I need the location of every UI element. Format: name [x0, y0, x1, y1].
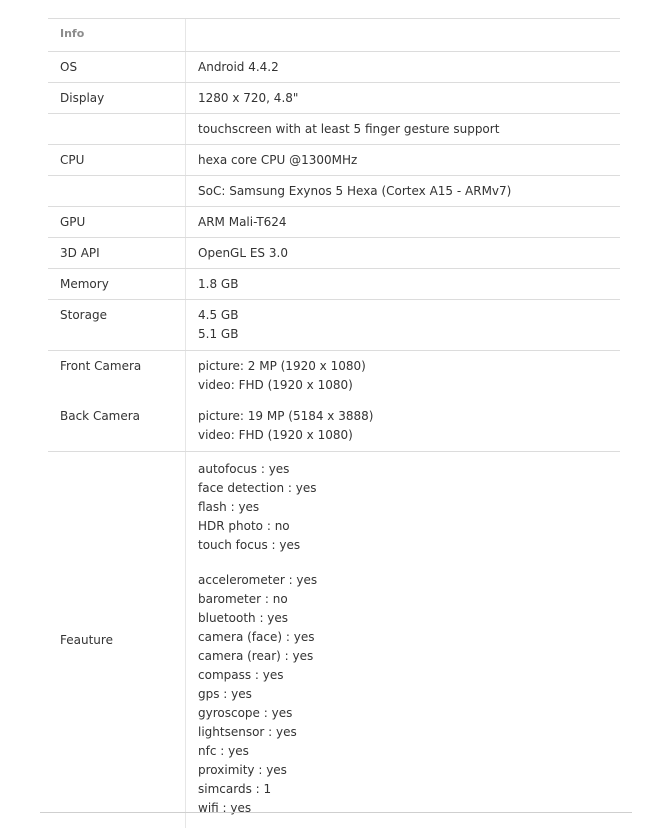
spec-label-display: Display — [48, 83, 186, 113]
camera-feature-item: flash : yes — [198, 500, 260, 514]
feature-group-gap — [198, 555, 620, 571]
storage-value: 5.1 GB — [198, 327, 239, 341]
device-spec-table — [48, 18, 620, 828]
info-header-row — [48, 19, 620, 52]
spec-value-storage — [186, 300, 620, 350]
sensor-item: nfc : yes — [198, 744, 249, 758]
sensor-item: wifi : yes — [198, 801, 252, 815]
spec-value-memory: 1.8 GB — [198, 277, 239, 291]
spec-label-feature: Feauture — [48, 452, 186, 828]
spec-value-3d-api: OpenGL ES 3.0 — [198, 246, 288, 260]
front-camera-video: video: FHD (1920 x 1080) — [198, 378, 353, 392]
spec-value-feature — [186, 452, 620, 828]
spec-row-feature — [48, 452, 620, 828]
spec-row-front-camera — [48, 351, 620, 401]
spec-value-cpu: hexa core CPU @1300MHz — [198, 153, 358, 167]
spec-label-front-camera: Front Camera — [48, 351, 186, 401]
spec-label-gpu: GPU — [48, 207, 186, 237]
sensor-item: gyroscope : yes — [198, 706, 293, 720]
info-header: Info — [48, 19, 186, 51]
sensor-item: camera (face) : yes — [198, 630, 315, 644]
spec-label-memory: Memory — [48, 269, 186, 299]
spec-value-soc: SoC: Samsung Exynos 5 Hexa (Cortex A15 - ARMv7) — [198, 184, 512, 198]
spec-value-gpu: ARM Mali-T624 — [198, 215, 287, 229]
spec-row-display — [48, 83, 620, 114]
spec-value-display: 1280 x 720, 4.8" — [198, 91, 299, 105]
camera-feature-item: touch focus : yes — [198, 538, 301, 552]
spec-label-3d-api: 3D API — [48, 238, 186, 268]
sensor-item: simcards : 1 — [198, 782, 272, 796]
spec-value-display-touch: touchscreen with at least 5 finger gesture support — [198, 122, 500, 136]
spec-row-gpu — [48, 207, 620, 238]
camera-feature-item: autofocus : yes — [198, 462, 290, 476]
spec-label-storage: Storage — [48, 300, 186, 350]
spec-label-os: OS — [48, 52, 186, 82]
spec-row-back-camera — [48, 401, 620, 452]
spec-label-empty — [48, 114, 186, 144]
spec-value-front-camera — [186, 351, 620, 401]
spec-row-memory — [48, 269, 620, 300]
sensor-item: barometer : no — [198, 592, 288, 606]
camera-feature-item: HDR photo : no — [198, 519, 290, 533]
camera-feature-item: face detection : yes — [198, 481, 317, 495]
sensor-item: gps : yes — [198, 687, 252, 701]
spec-row-os — [48, 52, 620, 83]
info-header-value — [186, 19, 620, 51]
spec-value-os: Android 4.4.2 — [198, 60, 279, 74]
sensor-item: lightsensor : yes — [198, 725, 297, 739]
front-camera-picture: picture: 2 MP (1920 x 1080) — [198, 359, 366, 373]
back-camera-video: video: FHD (1920 x 1080) — [198, 428, 353, 442]
spec-label-cpu: CPU — [48, 145, 186, 175]
sensor-item: compass : yes — [198, 668, 284, 682]
spec-label-empty — [48, 176, 186, 206]
spec-row-storage — [48, 300, 620, 351]
table-bottom-divider — [40, 812, 632, 813]
spec-row-display-extra — [48, 114, 620, 145]
sensor-item: accelerometer : yes — [198, 573, 318, 587]
storage-value: 4.5 GB — [198, 308, 239, 322]
spec-row-cpu-extra — [48, 176, 620, 207]
sensor-item: camera (rear) : yes — [198, 649, 314, 663]
spec-label-back-camera: Back Camera — [48, 401, 186, 451]
sensor-item: bluetooth : yes — [198, 611, 289, 625]
spec-row-cpu — [48, 145, 620, 176]
spec-value-back-camera — [186, 401, 620, 451]
spec-row-3d-api — [48, 238, 620, 269]
sensor-item: proximity : yes — [198, 763, 287, 777]
back-camera-picture: picture: 19 MP (5184 x 3888) — [198, 409, 374, 423]
